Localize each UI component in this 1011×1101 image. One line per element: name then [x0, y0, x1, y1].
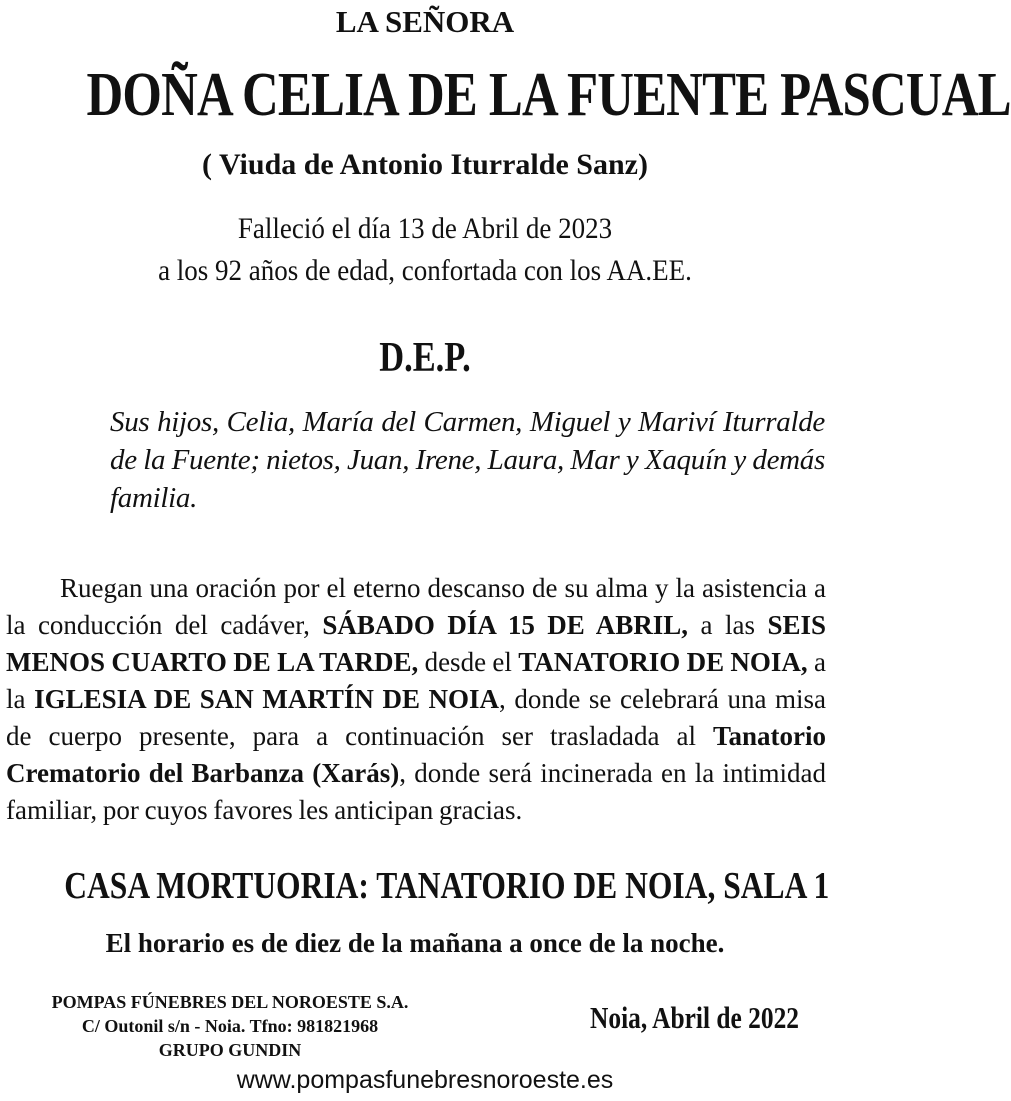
- death-date-line: Falleció el día 13 de Abril de 2023: [237, 212, 613, 245]
- death-age-line: a los 92 años de edad, confortada con los AA.EE.: [158, 254, 692, 287]
- request-text-6: , donde será incinerada en la intimidad familiar, por cuyos favores les anticipan gracias.: [6, 758, 827, 825]
- request-crematorium: Tanatorio Crematorio del Barbanza (Xarás): [6, 721, 826, 788]
- request-text-5: , donde se celebrará una misa de cuerpo presente, para a continuación ser trasladada al: [6, 684, 826, 751]
- company-name: POMPAS FÚNEBRES DEL NOROESTE S.A.: [51, 992, 409, 1012]
- deceased-name: DOÑA CELIA DE LA FUENTE PASCUAL: [86, 61, 1011, 129]
- dep-label: D.E.P.: [379, 335, 471, 381]
- schedule-line: El horario es de diez de la mañana a once de la noche.: [105, 928, 725, 958]
- heading-title: LA SEÑORA: [335, 4, 515, 39]
- company-block: [0, 990, 460, 1062]
- place-date: Noia, Abril de 2022: [590, 1000, 800, 1035]
- website-link[interactable]: www.pompasfunebresnoroeste.es: [236, 1066, 614, 1094]
- request-text-3: desde el: [418, 647, 519, 677]
- request-origin: TANATORIO DE NOIA,: [518, 647, 808, 677]
- request-text-2: a las: [688, 610, 768, 640]
- widow-line: ( Viuda de Antonio Iturralde Sanz): [202, 148, 648, 181]
- request-paragraph: [6, 570, 826, 829]
- request-text-1: Ruegan una oración por el eterno descanso de su alma y la asistencia a la conducción del cadáver,: [6, 573, 826, 640]
- company-group: GRUPO GUNDIN: [158, 1040, 302, 1060]
- request-text-4: a la: [6, 647, 827, 714]
- company-address: C/ Outonil s/n - Noia. Tfno: 981821968: [81, 1016, 379, 1036]
- request-church: IGLESIA DE SAN MARTÍN DE NOIA: [34, 684, 500, 714]
- mortuary-line: CASA MORTUORIA: TANATORIO DE NOIA, SALA 1: [64, 865, 830, 907]
- request-time: SEIS MENOS CUARTO DE LA TARDE,: [6, 610, 826, 677]
- family-paragraph: Sus hijos, Celia, María del Carmen, Miguel y Mariví Iturralde de la Fuente; nietos, Juan, Irene, Laura, Mar y Xaquín y demás familia.: [110, 406, 825, 514]
- request-date: SÁBADO DÍA 15 DE ABRIL,: [322, 610, 689, 640]
